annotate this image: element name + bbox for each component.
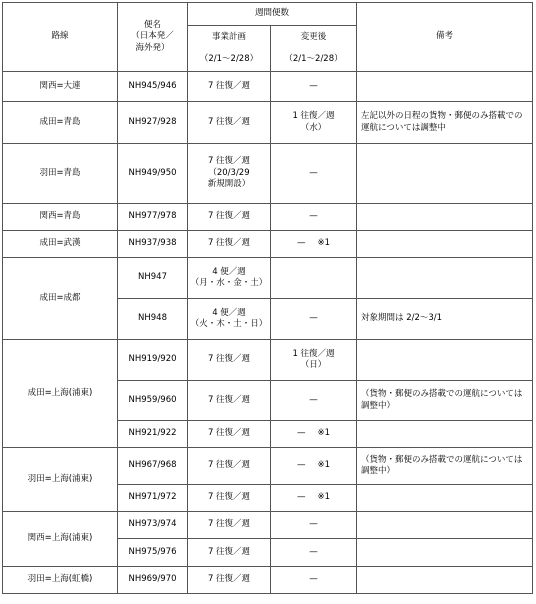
flight-cell: NH969/970 [118,567,188,594]
table-row [3,144,533,204]
header-changed-period: （2/1～2/28） [271,49,357,72]
route-cell: 関西=大連 [3,72,118,102]
flight-cell: NH967/968 [118,448,188,485]
flight-cell: NH919/920 [118,340,188,381]
changed-cell [271,258,357,299]
plan-cell: 4 便／週 （火・木・土・日） [188,299,271,340]
flight-cell: NH959/960 [118,381,188,421]
plan-cell: 7 往復／週 [188,231,271,258]
remarks-cell: （貨物・郵便のみ搭載での運航については調整中） [357,448,533,485]
route-cell: 関西=上海(浦東) [3,512,118,567]
route-cell: 成田=青島 [3,102,118,144]
remarks-cell [357,144,533,204]
route-cell: 羽田=上海(浦東) [3,448,118,512]
header-row [3,3,533,26]
table-row [3,258,533,299]
changed-dash: — [296,460,306,471]
plan-cell: 7 往復／週 [188,567,271,594]
plan-cell: 7 往復／週 [188,448,271,485]
changed-cell [271,448,357,485]
flight-schedule-table [2,2,533,594]
flight-cell: NH921/922 [118,421,188,448]
remarks-cell [357,340,533,381]
header-remarks: 備考 [357,3,533,72]
changed-cell [271,421,357,448]
plan-cell: 7 往復／週 [188,204,271,231]
flight-cell: NH975/976 [118,539,188,567]
changed-cell: — [271,512,357,539]
changed-cell: — [271,381,357,421]
remarks-cell [357,258,533,299]
header-route: 路線 [3,3,118,72]
remarks-cell: （貨物・郵便のみ搭載での運航については調整中） [357,381,533,421]
changed-cell: — [271,299,357,340]
remarks-cell [357,485,533,512]
header-flight-line2: （日本発／ [131,31,174,42]
plan-cell: 7 往復／週 [188,381,271,421]
remarks-cell [357,539,533,567]
route-cell: 関西=青島 [3,204,118,231]
table-row [3,231,533,258]
changed-cell: — [271,72,357,102]
flight-cell: NH949/950 [118,144,188,204]
remarks-cell: 左記以外の日程の貨物・郵便のみ搭載での運航については調整中 [357,102,533,144]
remarks-cell: 対象期間は 2/2～3/1 [357,299,533,340]
plan-cell: 7 往復／週 [188,340,271,381]
table-row [3,340,533,381]
remarks-cell [357,567,533,594]
header-flight-line3: 海外発） [135,42,170,53]
changed-cell: 1 往復／週 （水） [271,102,357,144]
changed-dash: — [296,238,306,249]
changed-dash: — [296,428,306,439]
plan-cell: 7 往復／週 [188,485,271,512]
table-row [3,512,533,539]
remarks-cell [357,231,533,258]
plan-cell: 4 便／週 （月・水・金・土） [188,258,271,299]
remarks-cell [357,204,533,231]
changed-cell [271,231,357,258]
table-row [3,102,533,144]
header-plan: 事業計画 [188,26,271,49]
header-flight-number [118,3,188,72]
header-weekly-flights: 週間便数 [188,3,357,26]
changed-cell: 1 往復／週 （日） [271,340,357,381]
route-cell: 成田=上海(浦東) [3,340,118,448]
route-cell: 成田=武漢 [3,231,118,258]
remarks-cell [357,512,533,539]
plan-cell: 7 往復／週 [188,421,271,448]
changed-cell [271,485,357,512]
plan-cell: 7 往復／週 [188,72,271,102]
flight-cell: NH977/978 [118,204,188,231]
route-cell: 羽田=青島 [3,144,118,204]
plan-cell: 7 往復／週 （20/3/29 新規開設） [188,144,271,204]
footnote-marker: ※1 [317,460,331,471]
table-row [3,204,533,231]
flight-cell: NH948 [118,299,188,340]
plan-cell: 7 往復／週 [188,512,271,539]
plan-cell: 7 往復／週 [188,102,271,144]
flight-cell: NH971/972 [118,485,188,512]
changed-cell: — [271,567,357,594]
remarks-cell [357,72,533,102]
changed-cell: — [271,144,357,204]
plan-cell: 7 往復／週 [188,539,271,567]
header-flight-line1: 便名 [143,19,161,30]
flight-cell: NH973/974 [118,512,188,539]
changed-dash: — [296,492,306,503]
header-plan-period: （2/1～2/28） [188,49,271,72]
table-row [3,567,533,594]
footnote-marker: ※1 [317,238,331,249]
flight-cell: NH945/946 [118,72,188,102]
changed-cell: — [271,539,357,567]
table-row [3,72,533,102]
remarks-cell [357,421,533,448]
footnote-marker: ※1 [317,428,331,439]
footnote-marker: ※1 [317,492,331,503]
table-row [3,448,533,485]
changed-cell: — [271,204,357,231]
route-cell: 成田=成都 [3,258,118,340]
header-changed: 変更後 [271,26,357,49]
flight-cell: NH947 [118,258,188,299]
route-cell: 羽田=上海(虹橋) [3,567,118,594]
flight-cell: NH937/938 [118,231,188,258]
flight-cell: NH927/928 [118,102,188,144]
